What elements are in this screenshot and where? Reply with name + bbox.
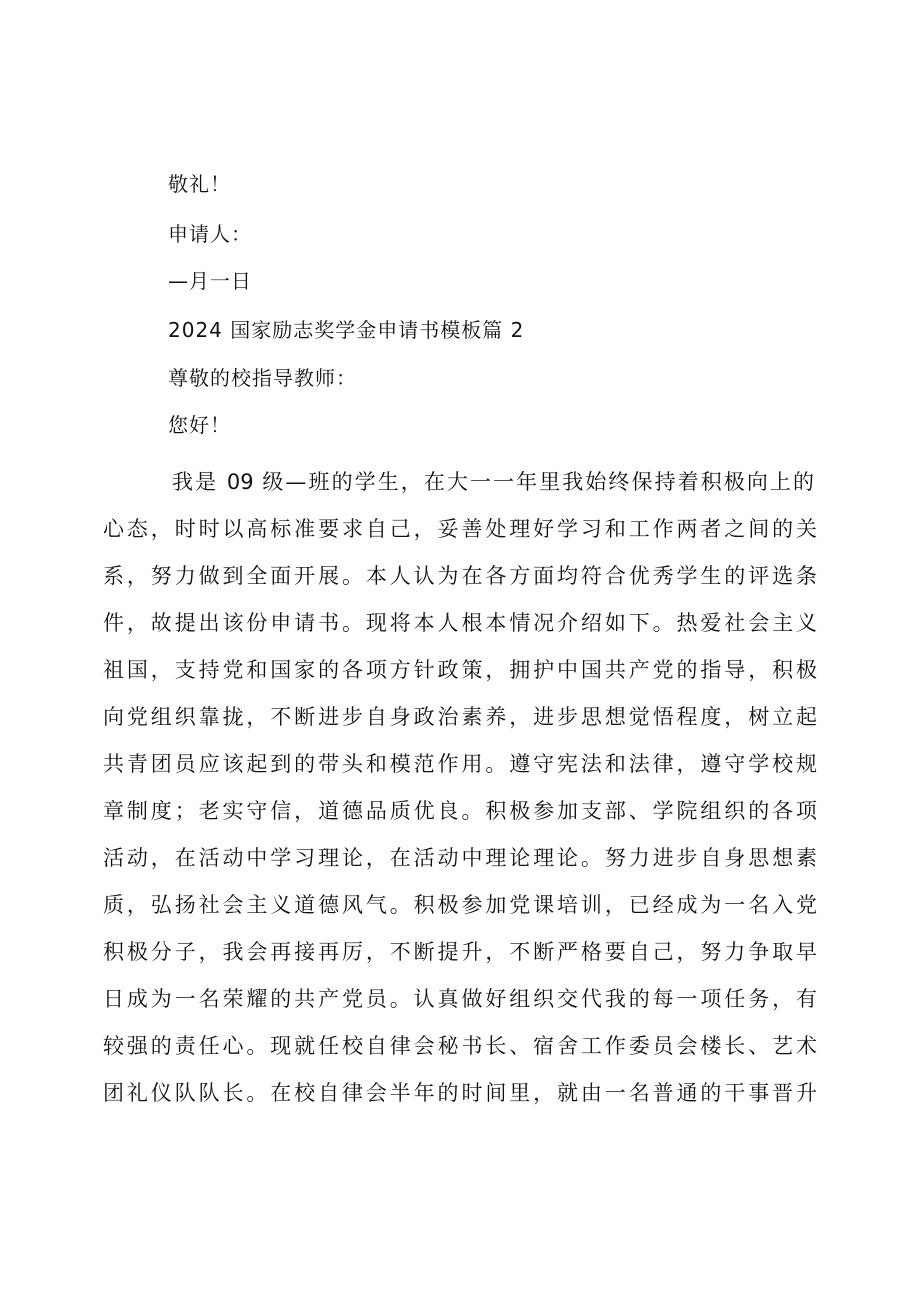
body-line: 团礼仪队队长。在校自律会半年的时间里，就由一名普通的干事晋升 [103, 1081, 817, 1105]
body-line: 件，故提出该份申请书。现将本人根本情况介绍如下。热爱社会主义 [103, 611, 817, 635]
body-line: 章制度；老实守信，道德品质优良。积极参加支部、学院组织的各项 [103, 799, 817, 823]
date-line: —月一日 [168, 269, 252, 293]
greeting: 您好！ [168, 413, 231, 437]
body-line: 向党组织靠拢，不断进步自身政治素养，进步思想觉悟程度，树立起 [103, 705, 817, 729]
body-line: 我是 09 级—班的学生，在大一一年里我始终保持着积极向上的 [172, 470, 814, 494]
section-title: 2024 国家励志奖学金申请书模板篇 2 [168, 318, 525, 342]
body-line: 祖国，支持党和国家的各项方针政策，拥护中国共产党的指导，积极 [103, 658, 817, 682]
closing-line: 敬礼！ [168, 172, 231, 196]
body-line: 活动，在活动中学习理论，在活动中理论理论。努力进步自身思想素 [103, 846, 817, 870]
body-line: 质，弘扬社会主义道德风气。积极参加党课培训，已经成为一名入党 [103, 893, 817, 917]
applicant-label: 申请人： [168, 222, 252, 246]
body-line: 积极分子，我会再接再厉，不断提升，不断严格要自己，努力争取早 [103, 940, 817, 964]
body-line: 系，努力做到全面开展。本人认为在各方面均符合优秀学生的评选条 [103, 564, 817, 588]
body-line: 日成为一名荣耀的共产党员。认真做好组织交代我的每一项任务，有 [103, 987, 817, 1011]
body-line: 心态，时时以高标准要求自己，妥善处理好学习和工作两者之间的关 [103, 517, 817, 541]
body-line: 较强的责任心。现就任校自律会秘书长、宿舍工作委员会楼长、艺术 [103, 1034, 817, 1058]
body-line: 共青团员应该起到的带头和模范作用。遵守宪法和法律，遵守学校规 [103, 752, 817, 776]
salutation: 尊敬的校指导教师： [168, 366, 357, 390]
